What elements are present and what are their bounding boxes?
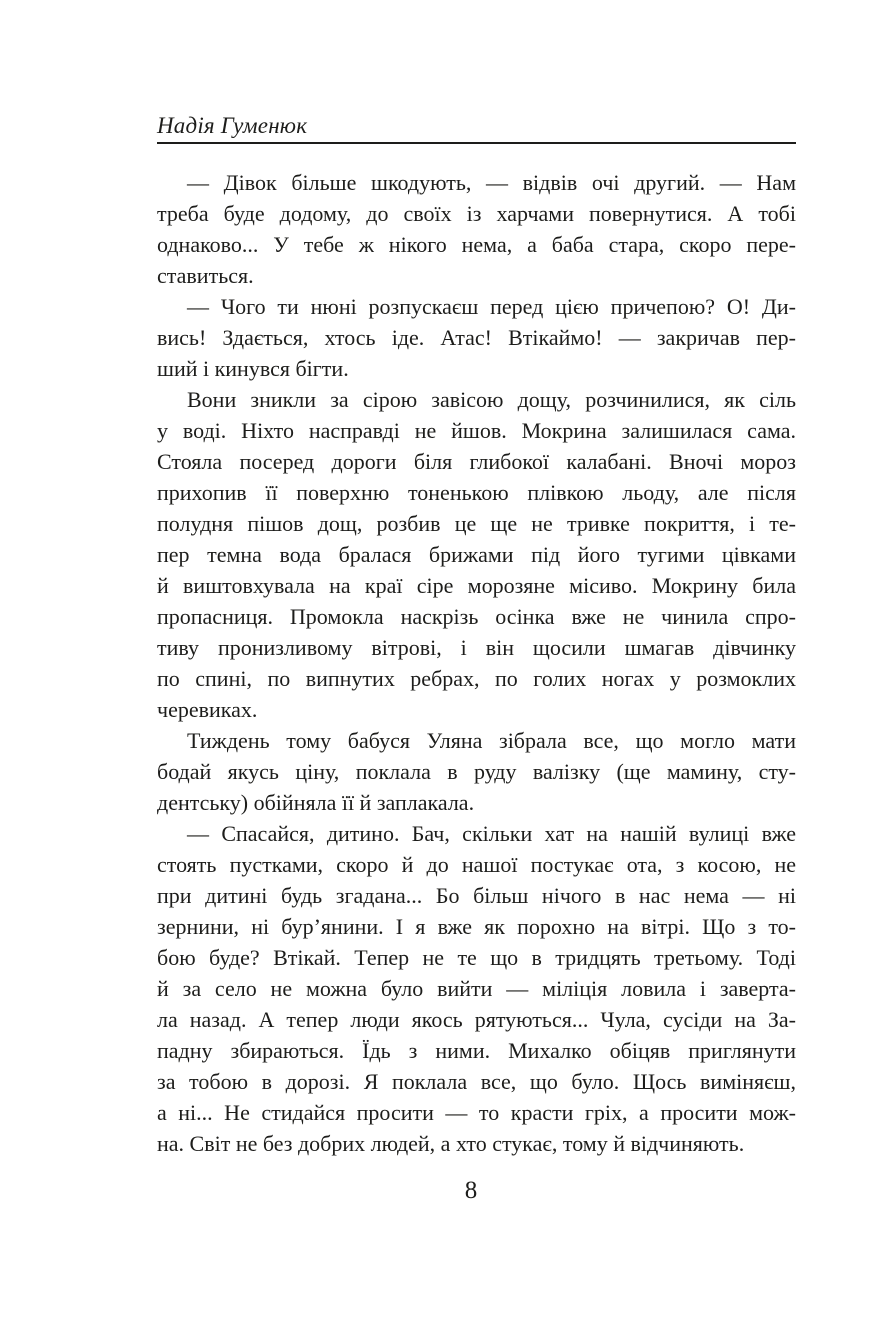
text-line: треба буде додому, до своїх із харчами повернутися. А тобі [157, 201, 796, 226]
paragraph [157, 725, 796, 818]
text-line: у воді. Ніхто насправді не йшов. Мокрина залишилася сама. [157, 418, 796, 443]
page-number: 8 [464, 1177, 478, 1204]
paragraph [157, 384, 796, 725]
paragraph [157, 167, 796, 291]
text-line: а ні... Не стидайся просити — то красти гріх, а просити мож- [157, 1100, 796, 1125]
text-line: бою буде? Втікай. Тепер не те що в тридцять третьому. Тоді [157, 945, 796, 970]
author-name: Надія Гуменюк [157, 113, 308, 138]
text-line: й за село не можна було вийти — міліція ловила і заверта- [157, 976, 796, 1001]
header-rule [157, 142, 796, 144]
paragraph [157, 291, 796, 384]
text-line: полудня пішов дощ, розбив це ще не тривке покриття, і те- [157, 511, 796, 536]
text-line: на. Світ не без добрих людей, а хто стукає, тому й відчиняють. [157, 1131, 745, 1156]
running-header [157, 112, 796, 144]
text-line: Тиждень тому бабуся Уляна зібрала все, що могло мати [187, 728, 796, 753]
text-line: однаково... У тебе ж нікого нема, а баба стара, скоро пере- [157, 232, 796, 257]
text-line: по спині, по випнутих ребрах, по голих ногах у розмоклих [157, 666, 796, 691]
text-line: ставиться. [157, 263, 254, 288]
text-line: Стояла посеред дороги біля глибокої калабані. Вночі мороз [157, 449, 796, 474]
text-line: ла назад. А тепер люди якось рятуються... Чула, сусіди на За- [157, 1007, 796, 1032]
text-line: ший і кинувся бігти. [157, 356, 349, 381]
body-text [157, 167, 796, 1159]
text-line: тиву пронизливому вітрові, і він щосили шмагав дівчинку [157, 635, 796, 660]
text-line: за тобою в дорозі. Я поклала все, що було. Щось виміняєш, [157, 1069, 796, 1094]
text-line: пропасниця. Промокла наскрізь осінка вже не чинила спро- [157, 604, 796, 629]
text-line: дентську) обійняла її й заплакала. [157, 790, 475, 815]
text-line: стоять пустками, скоро й до нашої постукає ота, з косою, не [157, 852, 796, 877]
text-line: пер темна вода бралася брижами під його тугими цівками [157, 542, 796, 567]
text-line: — Дівок більше шкодують, — відвів очі другий. — Нам [187, 170, 796, 195]
text-line: черевиках. [157, 697, 258, 722]
text-line: бодай якусь ціну, поклала в руду валізку (ще мамину, сту- [157, 759, 796, 784]
text-line: вись! Здається, хтось іде. Атас! Втікаймо! — закричав пер- [157, 325, 796, 350]
text-line: прихопив її поверхню тоненькою плівкою льоду, але після [157, 480, 796, 505]
text-line: — Чого ти нюні розпускаєш перед цією причепою? О! Ди- [187, 294, 796, 319]
text-line: й виштовхувала на краї сіре морозяне місиво. Мокрину била [157, 573, 796, 598]
text-line: — Спасайся, дитино. Бач, скільки хат на нашій вулиці вже [187, 821, 796, 846]
text-line: Вони зникли за сірою завісою дощу, розчинилися, як сіль [187, 387, 796, 412]
paragraph [157, 818, 796, 1159]
text-line: зернини, ні бур’янини. І я вже як порохно на вітрі. Що з то- [157, 914, 796, 939]
text-line: при дитині будь згадана... Бо більш нічого в нас нема — ні [157, 883, 796, 908]
text-line: падну збираються. Їдь з ними. Михалко обіцяв приглянути [157, 1038, 796, 1063]
